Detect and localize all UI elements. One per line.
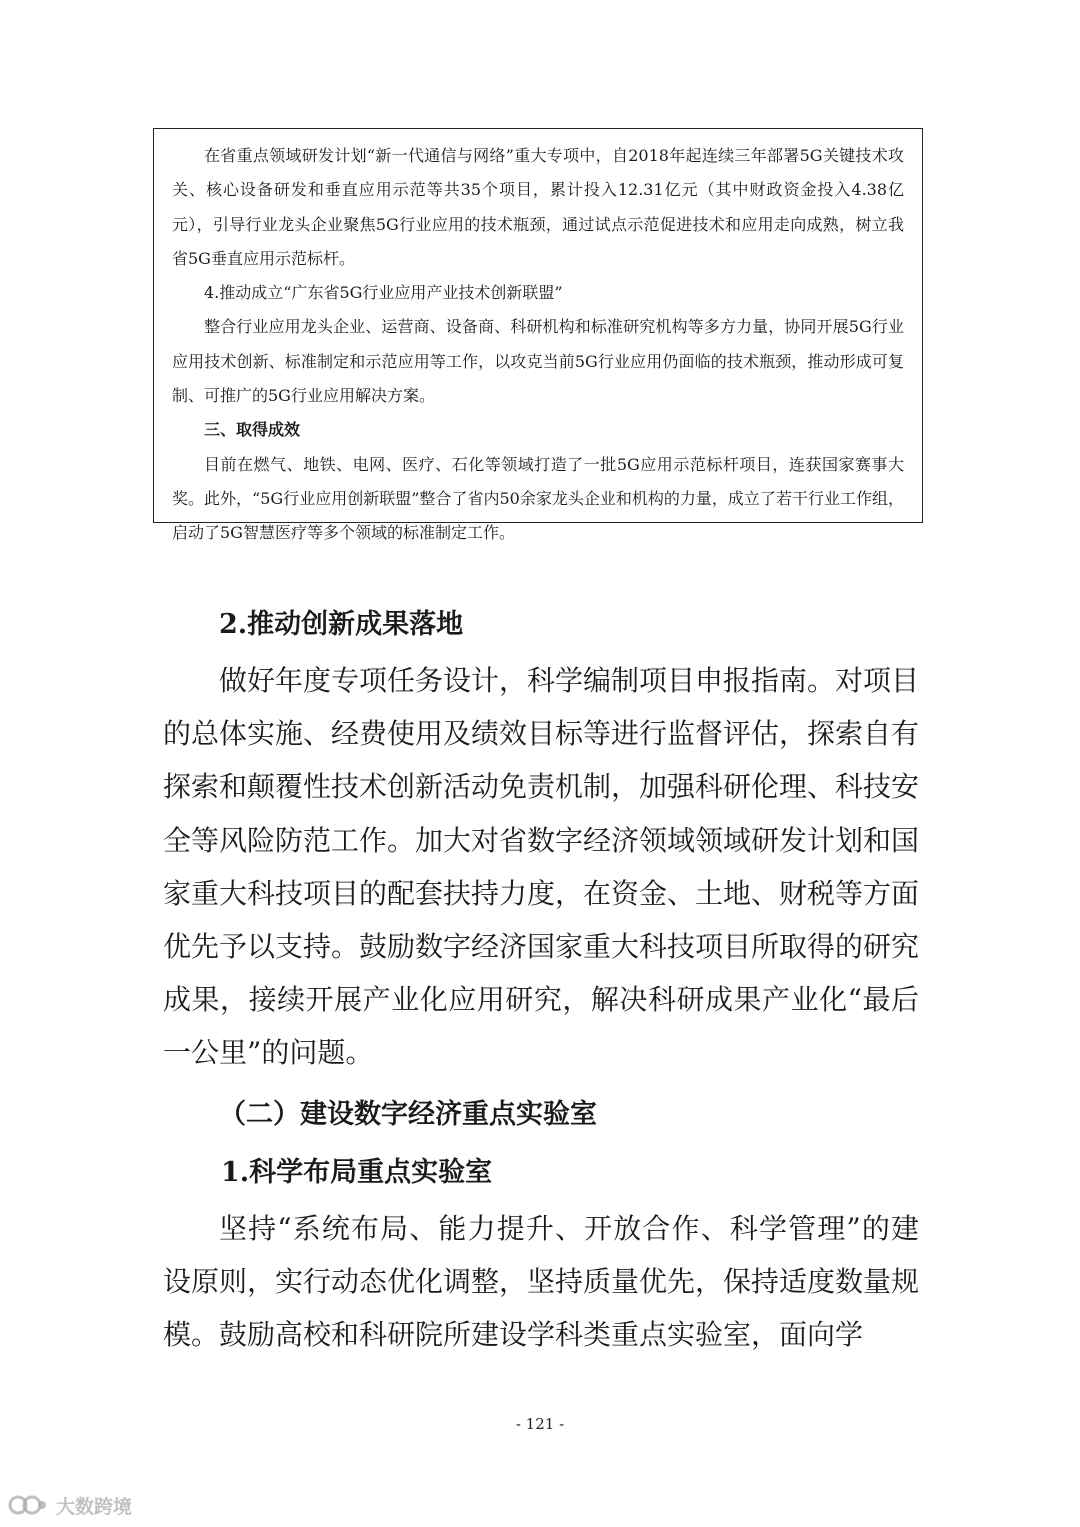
box-paragraph: 目前在燃气、地铁、电网、医疗、石化等领域打造了一批5G应用示范标杆项目，连获国家赛事大奖。此外，“5G行业应用创新联盟”整合了省内50余家龙头企业和机构的力量，成立了若干行业工作组，启动了5G智慧医疗等多个领域的标准制定工作。 [172, 454, 904, 543]
section-heading-layout: 1.科学布局重点实验室 [221, 1156, 493, 1188]
section-heading-labs: （二）建设数字经济重点实验室 [219, 1098, 597, 1130]
box-paragraph: 在省重点领域研发计划“新一代通信与网络”重大专项中，自2018年起连续三年部署5G关键技术攻关、核心设备研发和垂直应用示范等共35个项目，累计投入12.31亿元（其中财政资金投入4.38亿元），引导行业龙头企业聚焦5G行业应用的技术瓶颈，通过试点示范促进技术和应用走向成熟，树立我省5G垂直应用示范标杆。 [172, 146, 904, 268]
body-paragraph: 坚持“系统布局、能力提升、开放合作、科学管理”的建设原则，实行动态优化调整，坚持质量优先，保持适度数量规模。鼓励高校和科研院所建设学科类重点实验室，面向学 [163, 1211, 920, 1352]
page-number: - 121 - [515, 1415, 565, 1433]
box-subheading: 4.推动成立“广东省5G行业应用产业技术创新联盟” [204, 283, 563, 303]
section-heading-innovation: 2.推动创新成果落地 [219, 609, 464, 640]
watermark-text: 大数跨境 [56, 1495, 133, 1518]
body-paragraph: 做好年度专项任务设计，科学编制项目申报指南。对项目的总体实施、经费使用及绩效目标等进行监督评估，探索自有探索和颠覆性技术创新活动免责机制，加强科研伦理、科技安全等风险防范工作。加大对省数字经济领域领域研发计划和国家重大科技项目的配套扶持力度，在资金、土地、财税等方面优先予以支持。鼓励数字经济国家重大科技项目所取得的研究成果，接续开展产业化应用研究，解决科研成果产业化“最后一公里”的问题。 [163, 664, 920, 1070]
box-section-heading: 三、取得成效 [204, 420, 301, 440]
main-content [163, 596, 919, 1367]
logo-icon [8, 1493, 48, 1517]
highlight-box [153, 128, 923, 543]
watermark [8, 1490, 132, 1520]
box-paragraph: 整合行业应用龙头企业、运营商、设备商、科研机构和标准研究机构等多方力量，协同开展5G行业应用技术创新、标准制定和示范应用等工作，以攻克当前5G行业应用仍面临的技术瓶颈，推动形成可复制、可推广的5G行业应用解决方案。 [172, 317, 904, 406]
